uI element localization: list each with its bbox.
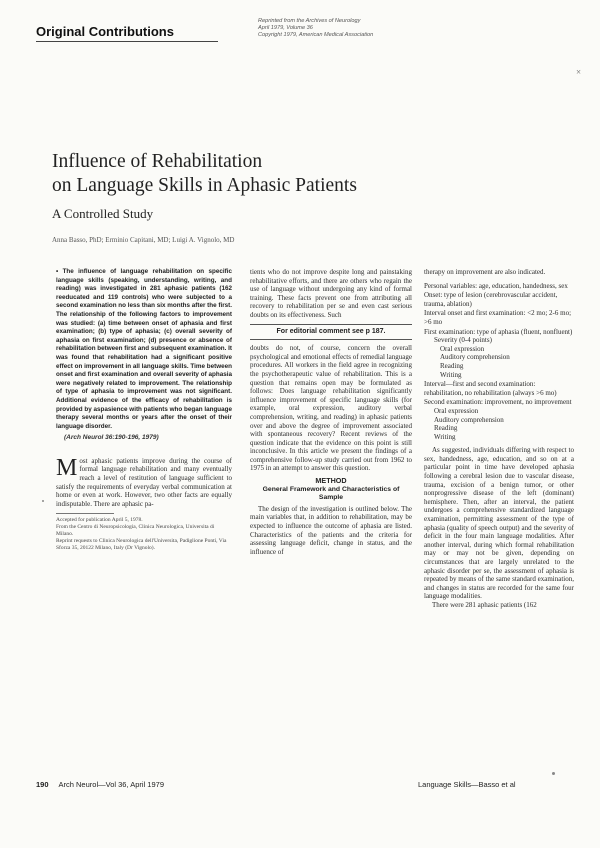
variables-list <box>424 282 574 442</box>
scan-speck <box>42 500 44 502</box>
journal-reference: Arch Neurol—Vol 36, April 1979 <box>58 780 164 789</box>
article-subtitle: A Controlled Study <box>52 206 154 221</box>
variable-item: Interval onset and first examination: <2 mo; 2-6 mo; >6 mo <box>424 309 572 326</box>
abstract-citation: (Arch Neurol 36:190-196, 1979) <box>64 434 159 442</box>
reprint-line: Copyright 1979, American Medical Association <box>258 32 374 38</box>
list-item: Writing <box>440 370 462 379</box>
intro-paragraph <box>56 454 232 509</box>
variable-item: Onset: type of lesion (cerebrovascular accident, trauma, ablation) <box>424 291 558 308</box>
list-item: Oral expression <box>440 344 485 353</box>
method-subheading: General Framework and Characteristics of Sample <box>262 485 400 502</box>
title-line: on Language Skills in Aphasic Patients <box>52 175 357 196</box>
reprint-notice <box>258 18 448 39</box>
list-item: Reading <box>440 361 464 370</box>
intro-text: ost aphasic patients improve during the course of formal language rehabilitation and many eventually reach a level of restitution of language sufficient to satisfy the requirements of everyday verbal communication at home or even at work. However, two other facts are equally indisputable. There are aphasic pa- <box>56 456 232 508</box>
reprint-line: April 1979, Volume 36 <box>258 25 313 31</box>
body-paragraph: As suggested, individuals differing with respect to sex, handedness, age, education, and so on at a particular point in time have developed aphasia following a cerebral lesion due to vascular disease, trauma, excision of a benign tumor, or other nonprogressive disease of the left (dominant) hemisphere. Then, after an interval, the patient undergoes a comprehensive standardized language examination, permitting assessment of the type of aphasia (quality of speech output) and the severity of deficit in the four main language modalities. After another interval, during which formal rehabilitation may or may not be given, depending on circumstances that are largely unrelated to the aphasic disorder per se, the assessment of aphasia is repeated by means of the same standard examination, and changes in status are recorded for the same four language modalities. <box>424 446 574 601</box>
variable-item: Interval—first and second examination: rehabilitation, no rehabilitation (always >6 mo) <box>424 380 557 397</box>
body-paragraph: There were 281 aphasic patients (162 <box>432 600 537 609</box>
editorial-callout: For editorial comment see p 187. <box>250 324 412 341</box>
list-item: Auditory comprehension <box>440 353 510 362</box>
running-head: Language Skills—Basso et al <box>418 780 516 789</box>
abstract: • The influence of language rehabilitation on specific language skills (speaking, understanding, writing, and reading) was investigated in 281 aphasic patients (162 reeducated and 119 controls) who were subjected to a second examination no less than six months after the first. The relationship of the following factors to improvement was studied: (a) time between onset of aphasia and first examination; (b) type of aphasia; (c) overall severity of aphasia on first examination; (d) presence or absence of rehabilitation between first and subsequent examination. It was found that rehabilitation had a significant positive effect on improvement in all language skills. Time between onset and first examination and overall severity of aphasia were negatively related to improvement. The relationship of type of aphasia to improvement was not significant. Additional evidence of the efficacy of rehabilitation is provided by aspasience with patients who began language therapy several months or years after the onset of their language disorder. <box>56 268 233 430</box>
list-item: Severity (0-4 points) <box>434 336 492 345</box>
variable-item: Personal variables: age, education, handedness, sex <box>424 281 568 290</box>
severity-list <box>424 336 574 379</box>
footnote-line: From the Centro di Neuropsicologia, Clinica Neurologica, Universita di Milano. <box>56 524 215 538</box>
drop-cap: M <box>56 454 78 481</box>
article-title <box>52 150 572 198</box>
section-divider <box>36 41 218 42</box>
page-number: 190 <box>36 780 49 789</box>
list-item: Oral expression <box>434 406 479 415</box>
list-item: Auditory comprehension <box>434 415 504 424</box>
body-paragraph: tients who do not improve despite long and painstaking rehabilitative efforts, and there are others who regain the use of language without undergoing any kind of formal training. These facts prevent one from attributing all recovery to rehabilitation per se and even cast serious doubts on its effectiveness. Such <box>250 268 412 319</box>
footnote-line: Accepted for publication April 5, 1978. <box>56 517 143 524</box>
list-item: Writing <box>434 432 456 441</box>
body-paragraph: doubts do not, of course, concern the overall psychological and emotional effects of remedial language procedures. All workers in the field agree in recognizing the psychotherapeutic value of rehabilitation. This is a question that remains open may be formulated as follows: Does language rehabilitation significantly influence improvement of specific language skills (for example, oral expression, auditory verbal comprehension, writing, and reading) in aphasic patients over and above the degree of improvement associated with spontaneous recovery? Recent reviews of the question indicate that the evidence on this point is still inconclusive. In this article we present the findings of a comprehensive follow-up study carried out from 1962 to 1975 in an attempt to answer this question. <box>250 344 412 473</box>
variable-item: Second examination: improvement, no improvement <box>424 398 572 407</box>
section-label: Original Contributions <box>36 24 174 39</box>
improvement-list <box>424 407 574 441</box>
footnote-line: Reprint requests to Clinica Neurologica dell'Universita, Padiglione Ponti, Via Sforza 35, 20122 Milano, Italy (Dr Vignolo). <box>56 538 227 552</box>
scan-mark-icon: × <box>576 67 582 77</box>
reprint-line: Reprinted from the Archives of Neurology <box>258 18 361 24</box>
footnote <box>56 517 232 552</box>
title-line: Influence of Rehabilitation <box>52 151 263 172</box>
method-paragraph: The design of the investigation is outlined below. The main variables that, in addition to rehabilitation, may be expected to influence the outcome of aphasia are listed. Characteristics of the patients and the criteria for assessing language deficit, change in status, and the influence of <box>250 504 412 556</box>
scan-speck <box>552 772 555 775</box>
footnote-divider <box>56 513 114 514</box>
middle-column <box>250 268 412 556</box>
method-heading: METHOD <box>315 476 347 486</box>
page-footer <box>36 780 164 789</box>
author-line: Anna Basso, PhD; Erminio Capitani, MD; Luigi A. Vignolo, MD <box>52 236 235 244</box>
left-column <box>56 268 232 552</box>
right-column <box>424 268 574 610</box>
list-item: Reading <box>434 424 458 433</box>
body-paragraph: therapy on improvement are also indicated. <box>424 268 546 276</box>
variable-item: First examination: type of aphasia (fluent, nonfluent) <box>424 327 573 336</box>
